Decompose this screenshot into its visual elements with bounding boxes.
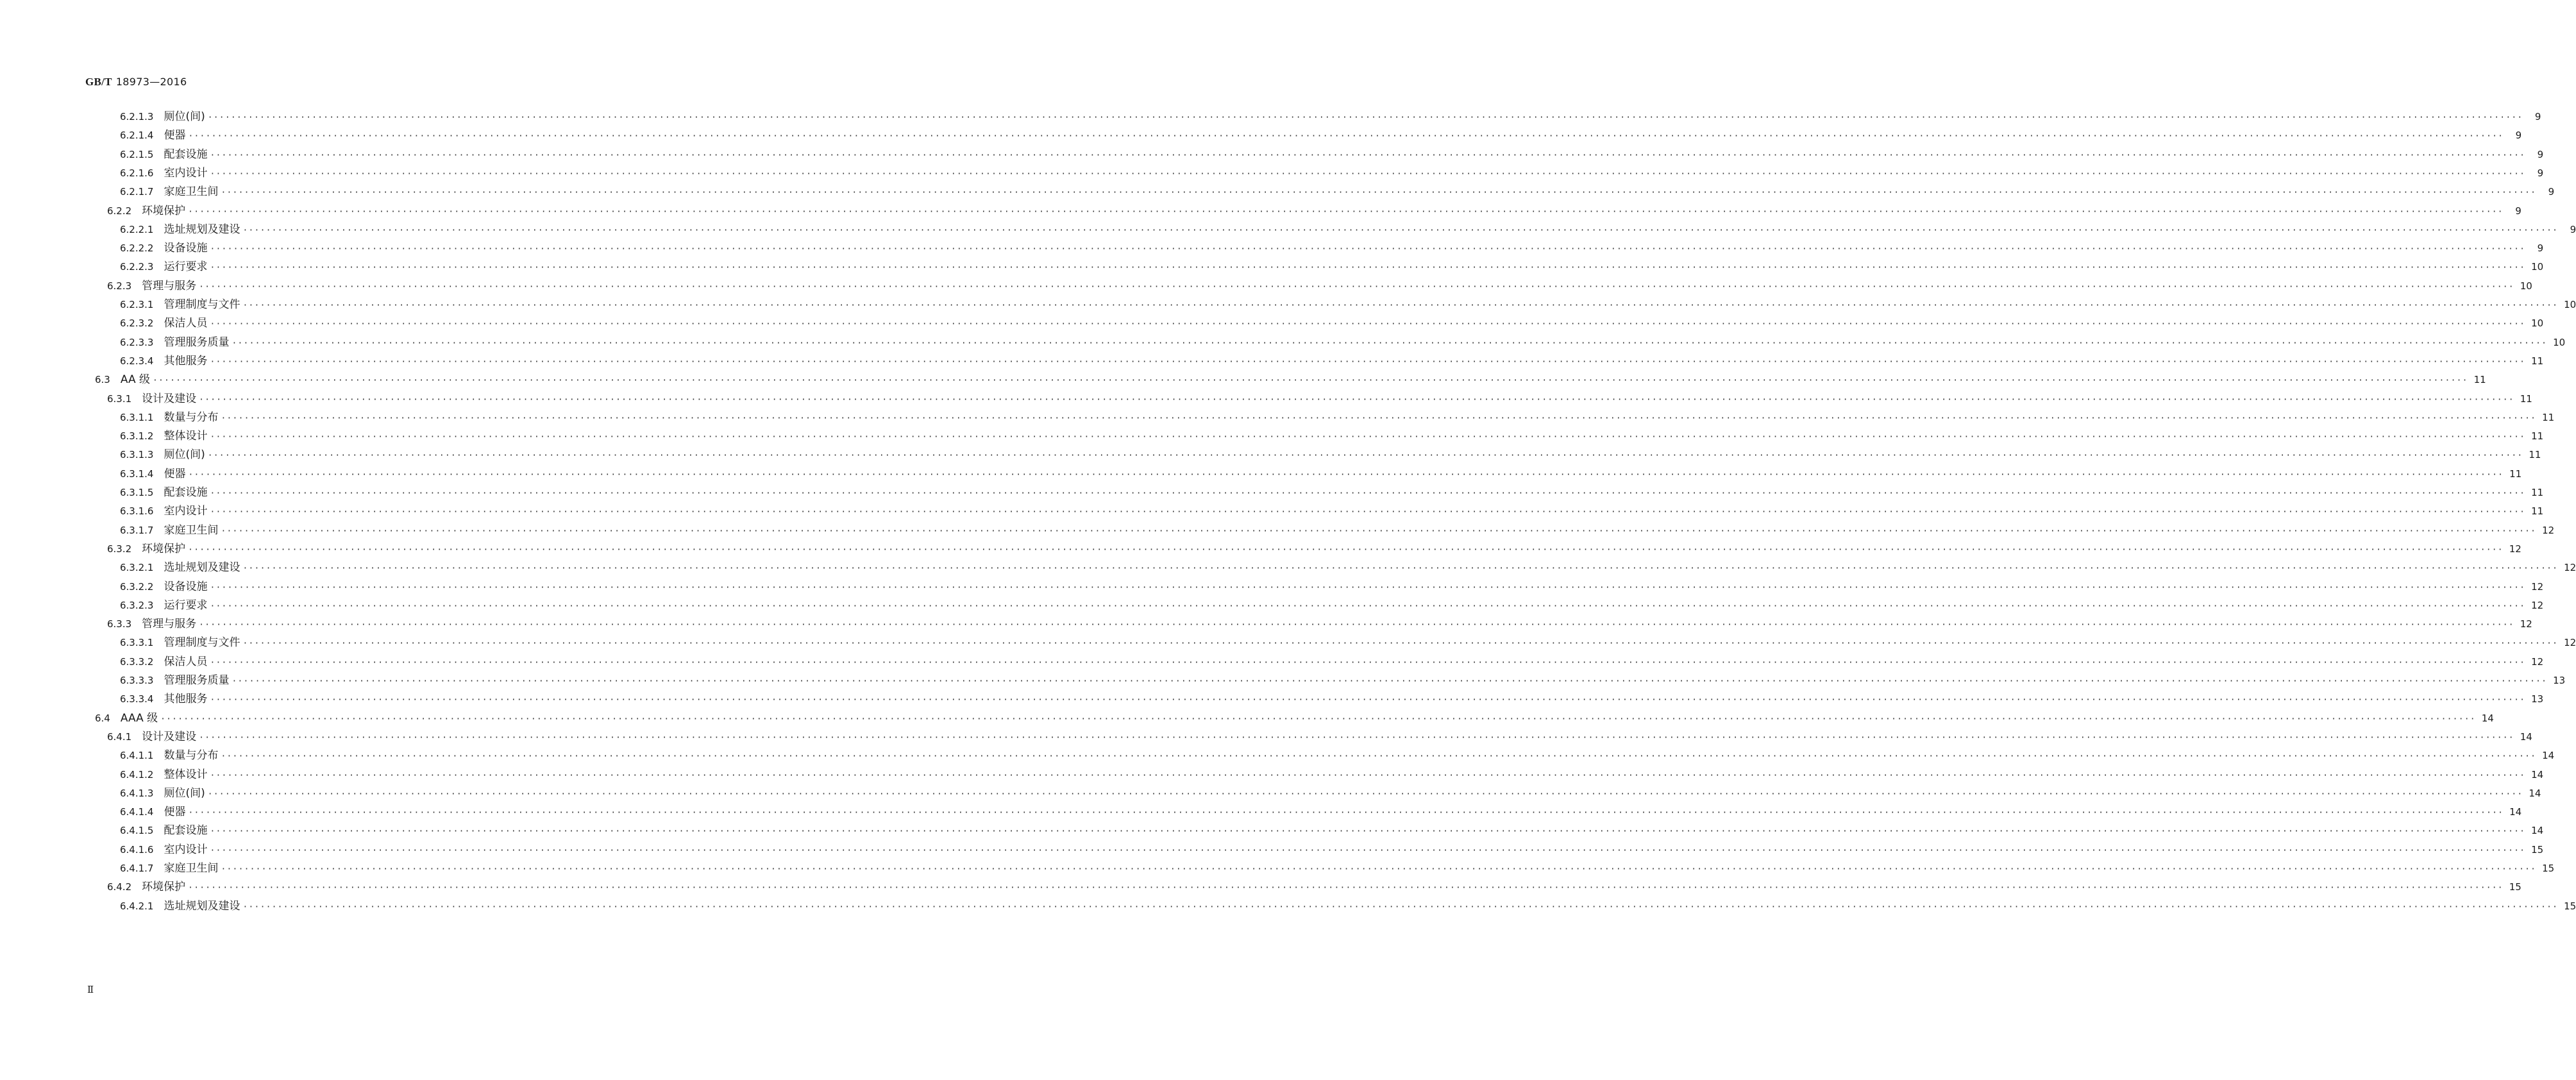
standard-code <box>85 76 187 89</box>
toc-entry-number: 6.2.2 <box>107 205 132 217</box>
toc-entry-title: 管理制度与文件 <box>164 636 240 650</box>
toc-entry-page: 12 <box>2509 543 2521 555</box>
toc-entry-number: 6.2.1.7 <box>120 186 154 198</box>
toc-entry[interactable] <box>120 222 2576 237</box>
toc-entry-number: 6.3.1.5 <box>120 487 154 498</box>
toc-entry-number: 6.3.1.3 <box>120 449 154 461</box>
toc-entry[interactable] <box>120 109 2541 124</box>
toc-dot-leader: ················································································································································································································································································································································································································ <box>207 789 2523 799</box>
toc-dot-leader: ················································································································································································································································································································································································································ <box>188 544 2504 555</box>
toc-entry-title: 环境保护 <box>142 881 186 894</box>
toc-entry[interactable] <box>95 372 2486 387</box>
toc-entry-title: 选址规划及建设 <box>164 223 240 236</box>
toc-dot-leader: ················································································································································································································································································································································································································ <box>210 507 2526 518</box>
toc-entry[interactable] <box>120 165 2544 181</box>
toc-entry-number: 6.3.1.4 <box>120 468 154 480</box>
toc-entry-number: 6.3.1 <box>107 392 132 405</box>
toc-entry-title: 环境保护 <box>142 542 186 555</box>
toc-entry[interactable] <box>120 748 2555 763</box>
toc-dot-leader: ················································································································································································································································································································································································································ <box>199 620 2514 630</box>
toc-entry[interactable] <box>120 861 2555 876</box>
standard-prefix: GB/T <box>85 76 112 88</box>
toc-entry-page: 12 <box>2564 562 2576 574</box>
toc-entry-page: 12 <box>2531 580 2544 593</box>
toc-dot-leader: ················································································································································································································································································································································································································ <box>210 357 2526 367</box>
toc-entry-page: 14 <box>2481 712 2494 724</box>
toc-entry-number: 6.4.1.3 <box>120 787 154 799</box>
toc-entry[interactable] <box>120 447 2541 462</box>
toc-entry-title: 设备设施 <box>164 242 208 255</box>
toc-entry[interactable] <box>120 503 2544 519</box>
toc-entry-page: 14 <box>2509 806 2522 818</box>
toc-entry[interactable] <box>120 485 2544 500</box>
toc-dot-leader: ················································································································································································································································································································································································································ <box>210 432 2526 443</box>
toc-dot-leader: ················································································································································································································································································································································································································ <box>188 883 2504 893</box>
toc-entry-page: 9 <box>2570 223 2576 235</box>
page-number: Ⅱ <box>87 984 94 995</box>
toc-entry[interactable] <box>120 410 2555 425</box>
toc-entry-page: 10 <box>2520 280 2532 292</box>
toc-dot-leader: ················································································································································································································································································································································································································ <box>188 808 2504 818</box>
toc-entry[interactable] <box>107 203 2521 219</box>
toc-dot-leader: ················································································································································································································································································································································································································ <box>210 319 2526 330</box>
toc-entry-title: 整体设计 <box>164 430 208 443</box>
toc-entry-title: 家庭卫生间 <box>164 523 219 537</box>
toc-dot-leader: ················································································································································································································································································································································································································ <box>210 150 2526 160</box>
toc-entry-title: 家庭卫生间 <box>164 185 219 199</box>
toc-entry-title: 家庭卫生间 <box>164 862 219 875</box>
toc-entry[interactable] <box>120 786 2541 801</box>
toc-dot-leader: ················································································································································································································································································································································································································ <box>242 639 2559 649</box>
toc-entry-page: 11 <box>2531 355 2544 367</box>
toc-entry-title: 运行要求 <box>164 598 208 612</box>
toc-dot-leader: ················································································································································································································································································································································································································ <box>207 451 2523 461</box>
toc-entry[interactable] <box>120 899 2576 914</box>
toc-dot-leader: ················································································································································································································································································································································································································ <box>207 113 2523 122</box>
toc-entry-number: 6.3.1.2 <box>120 430 154 443</box>
toc-entry-number: 6.4.2.1 <box>120 900 154 912</box>
toc-entry-page: 11 <box>2542 411 2555 423</box>
toc-dot-leader: ················································································································································································································································································································································································································ <box>221 865 2537 874</box>
toc-dot-leader: ················································································································································································································································································································································································································ <box>221 413 2537 423</box>
toc-entry-title: 室内设计 <box>164 166 208 180</box>
toc-entry[interactable] <box>120 654 2544 670</box>
standard-number: 18973—2016 <box>115 76 187 88</box>
toc-entry-number: 6.3.3.1 <box>120 637 154 649</box>
toc-entry[interactable] <box>120 466 2522 482</box>
toc-entry[interactable] <box>120 579 2544 595</box>
toc-entry-title: 便器 <box>164 806 186 819</box>
toc-entry-title: 配套设施 <box>164 824 208 838</box>
toc-entry-number: 6.2.3.1 <box>120 299 154 310</box>
toc-entry-title: 其他服务 <box>164 693 208 706</box>
toc-entry-title: 运行要求 <box>164 260 208 274</box>
toc-entry-number: 6.3.1.6 <box>120 505 154 518</box>
toc-entry-number: 6.3.3.3 <box>120 675 154 686</box>
toc-dot-leader: ················································································································································································································································································································································································································ <box>242 225 2559 235</box>
toc-entry-title: 数量与分布 <box>164 749 219 763</box>
toc-dot-leader: ················································································································································································································································································································································································································ <box>242 902 2559 912</box>
toc-entry-page: 9 <box>2537 167 2544 179</box>
toc-entry-title: 配套设施 <box>164 486 208 499</box>
toc-entry[interactable] <box>120 823 2544 838</box>
toc-entry-number: 6.3.3 <box>107 618 132 630</box>
toc-dot-leader: ················································································································································································································································································································································································································ <box>242 301 2559 310</box>
toc-entry-number: 6.3.1.7 <box>120 524 154 536</box>
toc-entry-number: 6.3.1.1 <box>120 411 154 423</box>
toc-entry[interactable] <box>120 673 2566 688</box>
toc-entry[interactable] <box>95 711 2494 726</box>
toc-entry-title: 设计及建设 <box>142 730 197 743</box>
toc-entry[interactable] <box>107 729 2532 745</box>
toc-dot-leader: ················································································································································································································································································································································································································ <box>188 131 2504 142</box>
toc-dot-leader: ················································································································································································································································································································································································································ <box>232 338 2548 348</box>
toc-entry-page: 13 <box>2553 675 2566 686</box>
toc-entry-title: 配套设施 <box>164 148 208 161</box>
toc-entry-page: 9 <box>2515 205 2521 217</box>
toc-dot-leader: ················································································································································································································································································································································································································ <box>210 582 2526 593</box>
toc-entry-page: 15 <box>2531 843 2544 856</box>
toc-dot-leader: ················································································································································································································································································································································································································ <box>210 657 2526 668</box>
toc-entry-page: 9 <box>2515 130 2522 142</box>
toc-entry[interactable] <box>120 297 2576 312</box>
toc-entry[interactable] <box>107 616 2532 632</box>
toc-entry-number: 6.4 <box>95 712 110 724</box>
toc-entry-page: 15 <box>2542 863 2555 874</box>
toc-entry[interactable] <box>120 184 2555 199</box>
toc-entry-title: 管理制度与文件 <box>164 298 240 311</box>
toc-entry-page: 11 <box>2473 374 2486 386</box>
toc-entry-page: 12 <box>2564 637 2576 649</box>
toc-entry[interactable] <box>120 635 2576 650</box>
toc-entry-page: 11 <box>2520 392 2532 405</box>
toc-entry-title: 便器 <box>164 129 186 142</box>
toc-entry-number: 6.2.3.3 <box>120 336 154 348</box>
toc-entry-number: 6.3.3.2 <box>120 655 154 668</box>
toc-entry-page: 11 <box>2509 468 2522 480</box>
toc-entry-number: 6.4.1.4 <box>120 806 154 818</box>
toc-entry[interactable] <box>120 335 2566 350</box>
toc-entry-number: 6.2.3 <box>107 280 132 292</box>
toc-entry-title: 整体设计 <box>164 768 208 781</box>
toc-entry-page: 12 <box>2531 599 2544 611</box>
toc-entry-number: 6.2.1.6 <box>120 167 154 179</box>
toc-entry-page: 9 <box>2537 148 2544 160</box>
toc-entry-number: 6.4.1.2 <box>120 768 154 780</box>
toc-dot-leader: ················································································································································································································································································································································································································ <box>210 695 2526 705</box>
toc-dot-leader: ················································································································································································································································································································································································································ <box>210 244 2526 255</box>
toc-entry-title: 厕位(间) <box>164 786 205 800</box>
toc-entry-number: 6.3.2.1 <box>120 562 154 574</box>
toc-entry[interactable] <box>120 353 2544 369</box>
toc-entry-page: 10 <box>2564 299 2576 310</box>
toc-dot-leader: ················································································································································································································································································································································································································ <box>210 169 2526 179</box>
toc-entry-title: 室内设计 <box>164 505 208 518</box>
toc-entry-title: AA 级 <box>120 373 150 387</box>
toc-entry-number: 6.3.2 <box>107 543 132 555</box>
toc-entry-title: 厕位(间) <box>164 110 205 123</box>
toc-entry-number: 6.2.2.1 <box>120 223 154 235</box>
toc-dot-leader: ················································································································································································································································································································································································································ <box>221 526 2537 536</box>
toc-dot-leader: ················································································································································································································································································································································································································ <box>242 564 2559 574</box>
toc-dot-leader: ················································································································································································································································································································································································································ <box>210 770 2526 780</box>
toc-dot-leader: ················································································································································································································································································································································································································ <box>232 677 2548 686</box>
toc-entry-number: 6.2.1.4 <box>120 130 154 142</box>
toc-entry-number: 6.2.3.2 <box>120 317 154 330</box>
toc-entry-title: 管理与服务 <box>142 618 197 631</box>
toc-entry[interactable] <box>120 240 2544 256</box>
toc-entry[interactable] <box>107 278 2532 294</box>
toc-dot-leader: ················································································································································································································································································································································································································ <box>160 714 2476 724</box>
toc-entry-number: 6.3.2.3 <box>120 599 154 611</box>
toc-entry[interactable] <box>120 259 2544 274</box>
toc-entry[interactable] <box>120 804 2522 820</box>
toc-entry-page: 15 <box>2564 900 2576 912</box>
toc-entry[interactable] <box>107 391 2532 407</box>
toc-entry[interactable] <box>120 767 2544 782</box>
toc-entry-number: 6.3.2.2 <box>120 580 154 593</box>
toc-entry-title: 保洁人员 <box>164 317 208 330</box>
toc-entry-number: 6.4.2 <box>107 881 132 893</box>
toc-entry-title: 便器 <box>164 467 186 480</box>
toc-dot-leader: ················································································································································································································································································································································································································ <box>221 188 2537 198</box>
toc-entry-number: 6.3.3.4 <box>120 693 154 705</box>
toc-dot-leader: ················································································································································································································································································································································································································ <box>210 489 2526 498</box>
toc-entry-number: 6.4.1 <box>107 730 132 743</box>
toc-entry-title: 设计及建设 <box>142 392 197 405</box>
toc-entry[interactable] <box>120 523 2555 538</box>
toc-entry-page: 14 <box>2542 750 2555 762</box>
toc-entry-page: 15 <box>2509 881 2521 893</box>
toc-dot-leader: ················································································································································································································································································································································································································ <box>199 394 2514 405</box>
toc-entry-page: 14 <box>2531 768 2544 780</box>
toc-entry[interactable] <box>120 598 2544 613</box>
toc-entry-page: 11 <box>2531 487 2544 498</box>
toc-entry-page: 14 <box>2531 825 2544 837</box>
toc-entry-page: 11 <box>2529 449 2541 461</box>
toc-entry-number: 6.4.1.6 <box>120 843 154 856</box>
toc-entry-number: 6.3 <box>95 374 110 386</box>
toc-dot-leader: ················································································································································································································································································································································································································ <box>221 752 2537 762</box>
toc-entry-page: 11 <box>2531 430 2544 443</box>
toc-entry-title: 设备设施 <box>164 580 208 593</box>
toc-dot-leader: ················································································································································································································································································································································································································ <box>199 732 2514 743</box>
toc-entry[interactable] <box>120 428 2544 444</box>
toc-entry-page: 12 <box>2531 655 2544 668</box>
toc-entry[interactable] <box>120 560 2576 575</box>
toc-entry-title: AAA 级 <box>120 711 158 725</box>
toc-entry-number: 6.2.1.5 <box>120 148 154 160</box>
toc-entry-page: 10 <box>2553 336 2566 348</box>
toc-entry-title: 室内设计 <box>164 843 208 856</box>
toc-dot-leader: ················································································································································································································································································································································································································ <box>210 827 2526 837</box>
toc-dot-leader: ················································································································································································································································································································································································································ <box>210 845 2526 856</box>
toc-entry-number: 6.2.1.3 <box>120 111 154 122</box>
toc-dot-leader: ················································································································································································································································································································································································································ <box>153 376 2468 386</box>
toc-entry-number: 6.2.2.3 <box>120 261 154 273</box>
toc-entry-title: 保洁人员 <box>164 655 208 668</box>
toc-entry-title: 数量与分布 <box>164 410 219 424</box>
toc-entry[interactable] <box>120 128 2522 143</box>
toc-entry-title: 其他服务 <box>164 354 208 367</box>
toc-entry[interactable] <box>107 879 2521 895</box>
toc-entry-number: 6.4.1.7 <box>120 863 154 874</box>
toc-entry-page: 10 <box>2531 261 2544 273</box>
toc-entry-page: 10 <box>2531 317 2544 330</box>
toc-entry-page: 14 <box>2529 787 2541 799</box>
toc-entry-page: 9 <box>2534 111 2541 122</box>
toc-entry-page: 11 <box>2531 505 2544 518</box>
toc-entry-title: 选址规划及建设 <box>164 899 240 913</box>
toc-entry-page: 14 <box>2520 730 2532 743</box>
toc-entry[interactable] <box>120 691 2544 707</box>
toc-dot-leader: ················································································································································································································································································································································································································ <box>199 282 2514 292</box>
toc-dot-leader: ················································································································································································································································································································································································································ <box>188 207 2504 217</box>
toc-entry-page: 9 <box>2548 186 2555 198</box>
toc-entry-number: 6.4.1.5 <box>120 825 154 837</box>
toc-entry-title: 管理服务质量 <box>164 674 230 687</box>
toc-entry-title: 管理服务质量 <box>164 335 230 349</box>
toc-dot-leader: ················································································································································································································································································································································································································ <box>210 263 2526 273</box>
toc-entry[interactable] <box>120 316 2544 331</box>
toc-entry-title: 厕位(间) <box>164 448 205 462</box>
toc-entry-title: 选址规划及建设 <box>164 561 240 575</box>
toc-entry[interactable] <box>120 147 2544 162</box>
toc-dot-leader: ················································································································································································································································································································································································································ <box>210 601 2526 611</box>
toc-entry-number: 6.2.3.4 <box>120 355 154 367</box>
toc-entry-page: 9 <box>2537 242 2544 255</box>
toc-entry-title: 管理与服务 <box>142 279 197 292</box>
toc-entry-page: 12 <box>2542 524 2555 536</box>
toc-entry-page: 12 <box>2520 618 2532 630</box>
toc-entry[interactable] <box>107 541 2521 557</box>
toc-entry[interactable] <box>120 842 2544 857</box>
toc-entry-number: 6.2.2.2 <box>120 242 154 255</box>
toc-dot-leader: ················································································································································································································································································································································································································ <box>188 469 2504 480</box>
toc-entry-number: 6.4.1.1 <box>120 750 154 762</box>
toc-entry-title: 环境保护 <box>142 204 186 217</box>
toc-entry-page: 13 <box>2531 693 2544 705</box>
